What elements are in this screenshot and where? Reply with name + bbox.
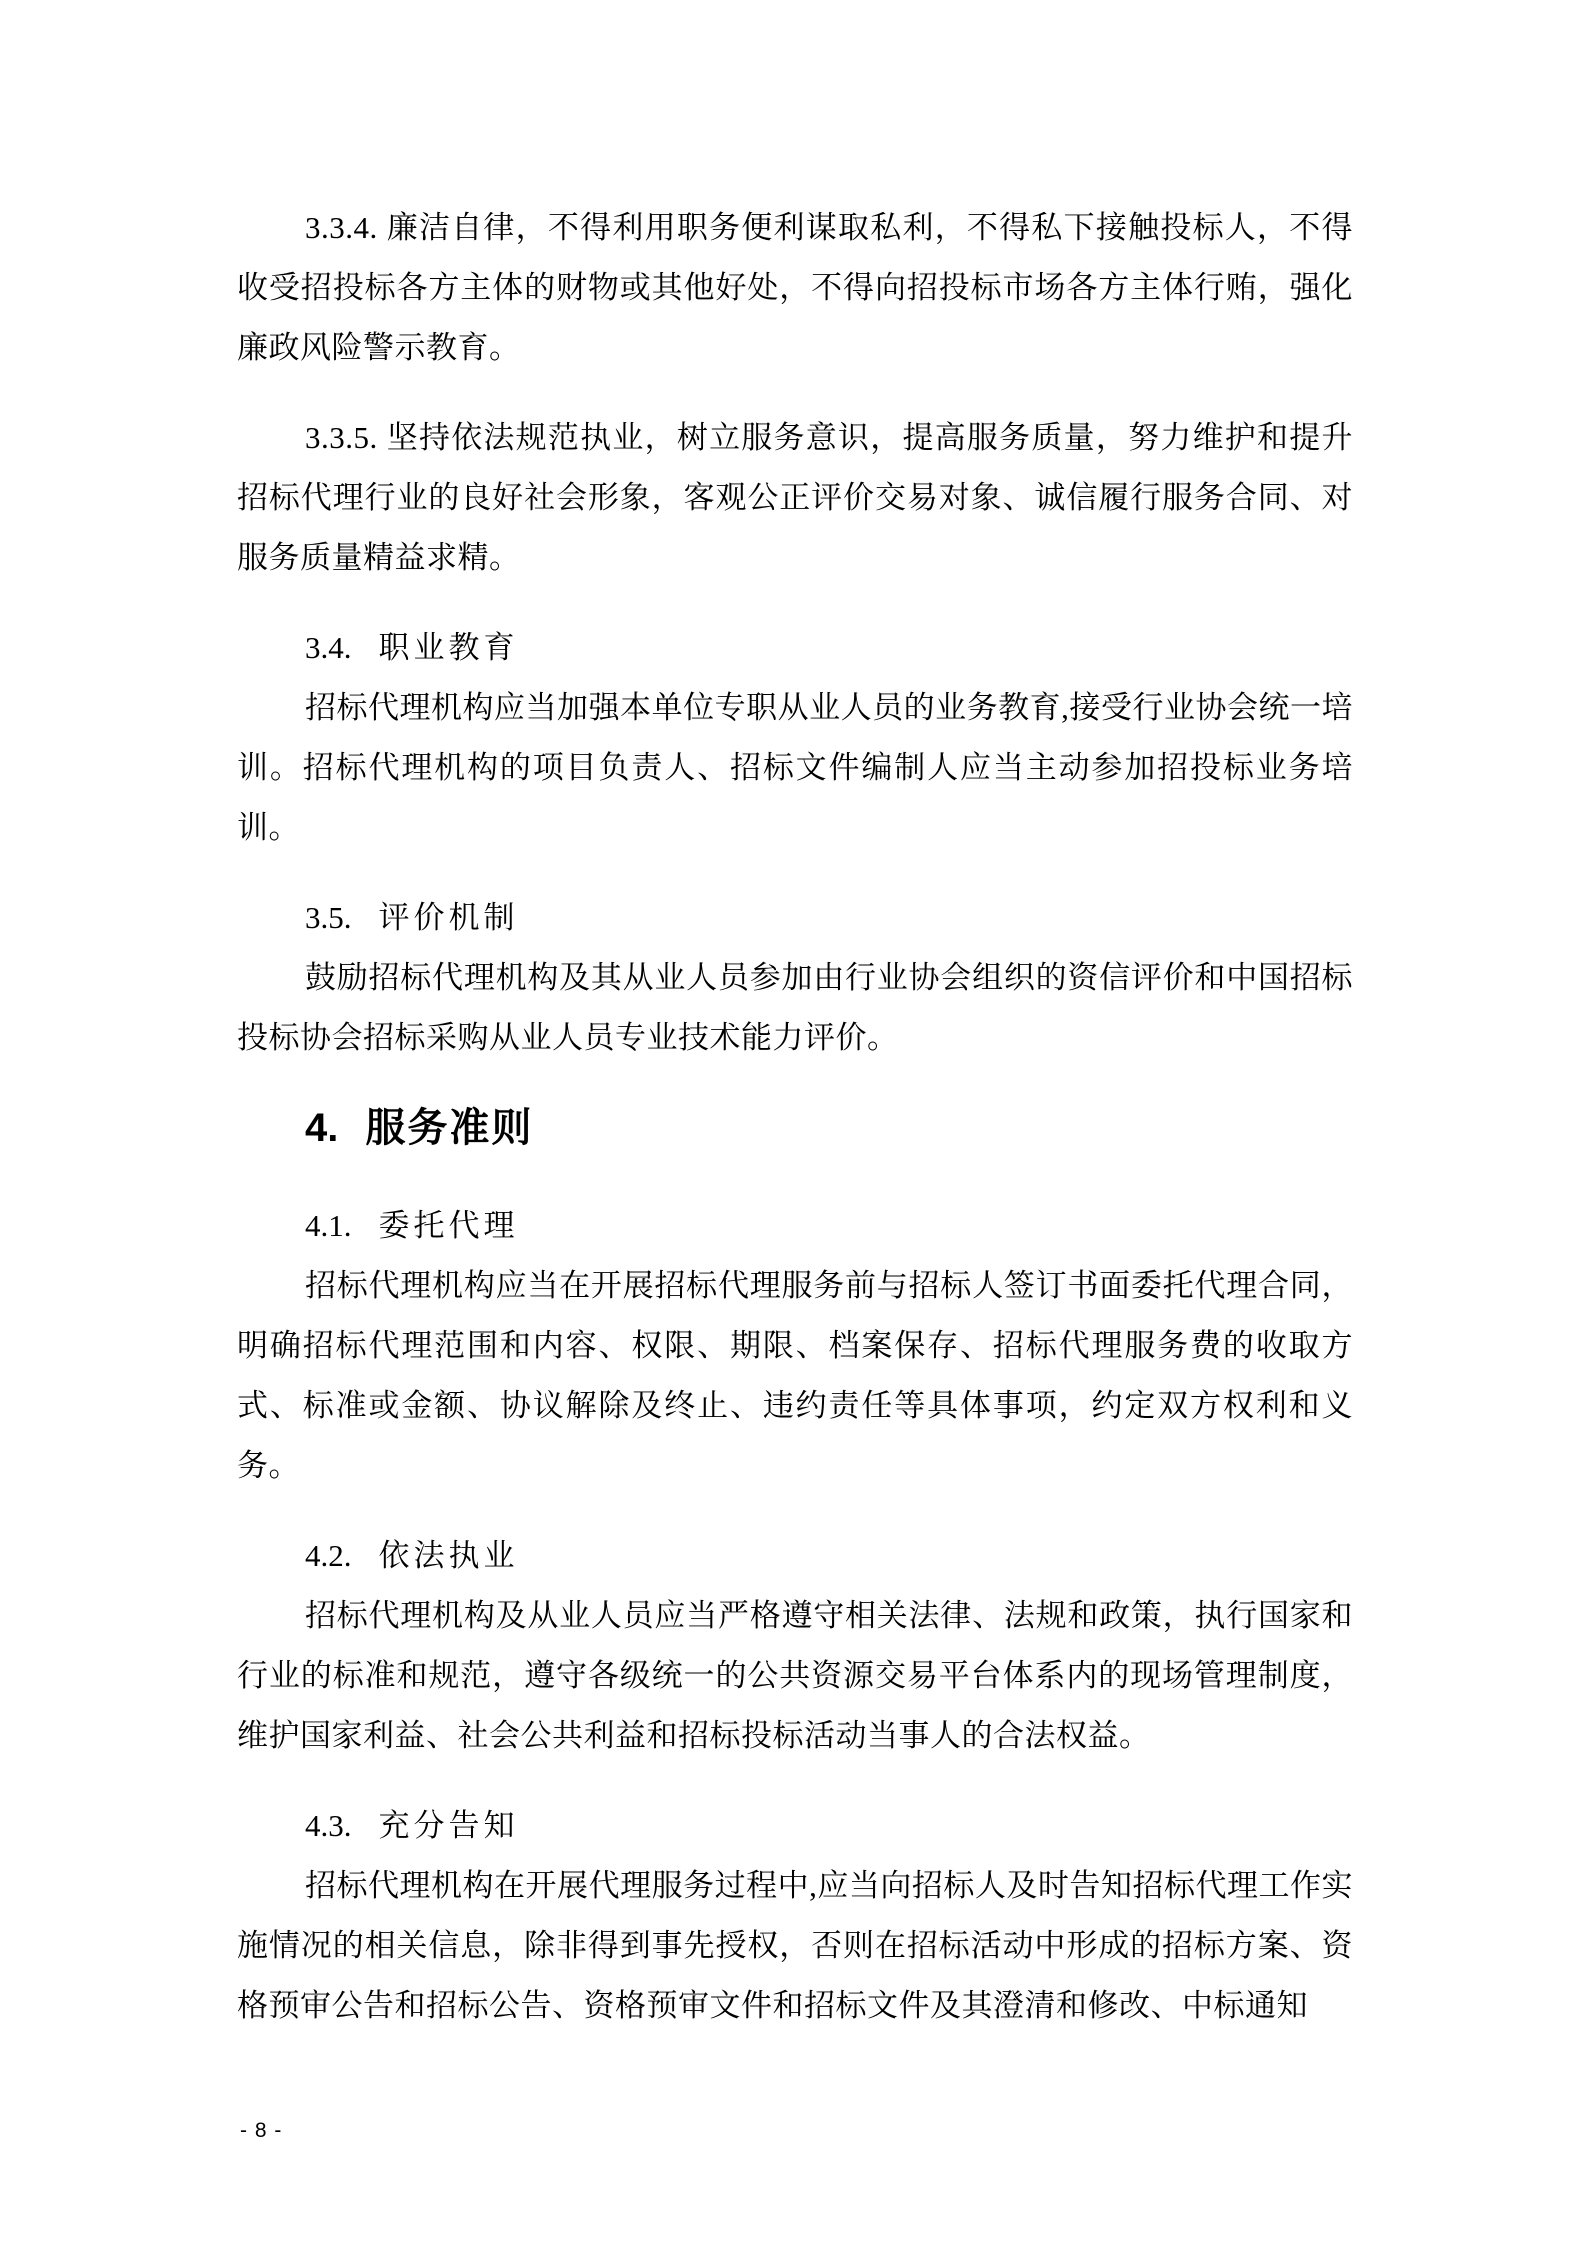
heading-title: 服务准则 xyxy=(365,1106,534,1150)
body-paragraph: 3.3.5. 坚持依法规范执业，树立服务意识，提高服务质量，努力维护和提升招标代理行业的良好社会形象，客观公正评价交易对象、诚信履行服务合同、对服务质量精益求精。 xyxy=(237,420,1353,575)
heading-number: 3.4. xyxy=(305,630,352,665)
heading-number: 4. xyxy=(305,1106,339,1150)
body-paragraph: 3.3.4. 廉洁自律，不得利用职务便利谋取私利，不得私下接触投标人，不得收受招投标各方主体的财物或其他好处，不得向招投标市场各方主体行贿，强化廉政风险警示教育。 xyxy=(237,210,1353,365)
subsection-heading xyxy=(237,618,1353,678)
heading-number: 4.1. xyxy=(305,1208,352,1243)
heading-title: 充分告知 xyxy=(378,1808,519,1843)
body-paragraph: 招标代理机构应当在开展招标代理服务前与招标人签订书面委托代理合同，明确招标代理范围和内容、权限、期限、档案保存、招标代理服务费的收取方式、标准或金额、协议解除及终止、违约责任等具体事项，约定双方权利和义务。 xyxy=(237,1268,1353,1483)
body-paragraph: 招标代理机构及从业人员应当严格遵守相关法律、法规和政策，执行国家和行业的标准和规范，遵守各级统一的公共资源交易平台体系内的现场管理制度，维护国家利益、社会公共利益和招标投标活动当事人的合法权益。 xyxy=(237,1598,1353,1753)
body-paragraph: 招标代理机构应当加强本单位专职从业人员的业务教育,接受行业协会统一培训。招标代理机构的项目负责人、招标文件编制人应当主动参加招投标业务培训。 xyxy=(237,690,1353,845)
subsection-heading xyxy=(237,1526,1353,1586)
heading-title: 依法执业 xyxy=(378,1538,519,1573)
body-paragraph: 鼓励招标代理机构及其从业人员参加由行业协会组织的资信评价和中国招标投标协会招标采购从业人员专业技术能力评价。 xyxy=(237,960,1353,1055)
body-paragraph: 招标代理机构在开展代理服务过程中,应当向招标人及时告知招标代理工作实施情况的相关信息，除非得到事先授权，否则在招标活动中形成的招标方案、资格预审公告和招标公告、资格预审文件和招标文件及其澄清和修改、中标通知 xyxy=(237,1868,1353,2023)
subsection-heading xyxy=(237,1196,1353,1256)
heading-title: 评价机制 xyxy=(378,900,519,935)
document-content xyxy=(237,198,1353,2066)
heading-number: 4.3. xyxy=(305,1808,352,1843)
page-number: - 8 - xyxy=(240,2119,283,2142)
subsection-heading xyxy=(237,1796,1353,1856)
subsection-heading xyxy=(237,888,1353,948)
heading-number: 4.2. xyxy=(305,1538,352,1573)
heading-number: 3.5. xyxy=(305,900,352,935)
section-heading xyxy=(237,1098,1353,1158)
heading-title: 委托代理 xyxy=(378,1208,519,1243)
heading-title: 职业教育 xyxy=(378,630,519,665)
